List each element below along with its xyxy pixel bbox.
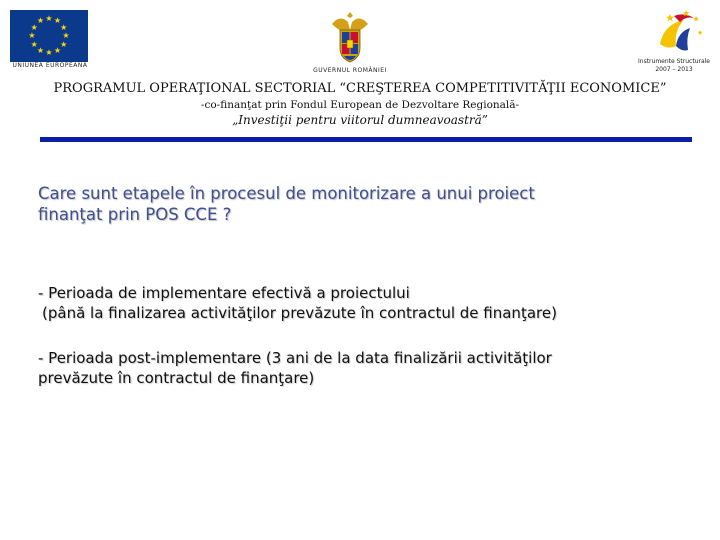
list-item-line: prevăzute în contractul de finanţare)	[38, 369, 315, 387]
eu-label: UNIUNEA EUROPEANĂ	[12, 62, 88, 69]
eu-star-icon: ★	[45, 48, 53, 57]
eu-star-icon: ★	[60, 39, 68, 49]
header-divider	[40, 137, 692, 142]
list-item-line: - Perioada de implementare efectivă a proiectului	[38, 284, 410, 302]
eu-star-icon: ★	[30, 39, 38, 49]
government-label: GUVERNUL ROMÂNIEI	[313, 67, 387, 74]
eu-star-icon: ★	[36, 16, 45, 26]
program-motto: „Investiţii pentru viitorul dumneavoastră”	[232, 113, 488, 127]
question-line: finanţat prin POS CCE ?	[38, 205, 232, 224]
romania-coat-of-arms-icon	[330, 8, 370, 64]
eu-star-icon: ★	[60, 22, 68, 32]
eu-star-icon: ★	[30, 22, 38, 32]
eu-star-icon: ★	[45, 14, 53, 23]
structural-instruments-logo-icon	[650, 6, 706, 58]
list-item-line: - Perioada post-implementare (3 ani de la data finalizării activităţilor	[38, 349, 552, 367]
eu-flag-icon	[10, 10, 88, 62]
eu-star-icon: ★	[53, 45, 62, 55]
program-subtitle: -co-finanţat prin Fondul European de Dezvoltare Regională-	[200, 99, 520, 111]
list-item-line: (până la finalizarea activităţilor prevăzute în contractul de finanţare)	[42, 304, 557, 322]
eu-star-icon: ★	[62, 31, 70, 40]
list-item	[38, 283, 698, 323]
eu-star-icon: ★	[36, 45, 45, 55]
question-line: Care sunt etapele în procesul de monitorizare a unui proiect	[38, 184, 535, 203]
structural-instruments-period: 2007 – 2013	[655, 66, 693, 73]
structural-instruments-label: Instrumente Structurale	[638, 58, 710, 65]
list-item	[38, 348, 698, 388]
program-title: PROGRAMUL OPERAŢIONAL SECTORIAL “CREŞTEREA COMPETITIVITĂŢII ECONOMICE”	[53, 81, 667, 96]
eu-star-icon: ★	[28, 31, 36, 40]
eu-star-icon: ★	[53, 16, 62, 26]
question-heading	[38, 183, 678, 225]
